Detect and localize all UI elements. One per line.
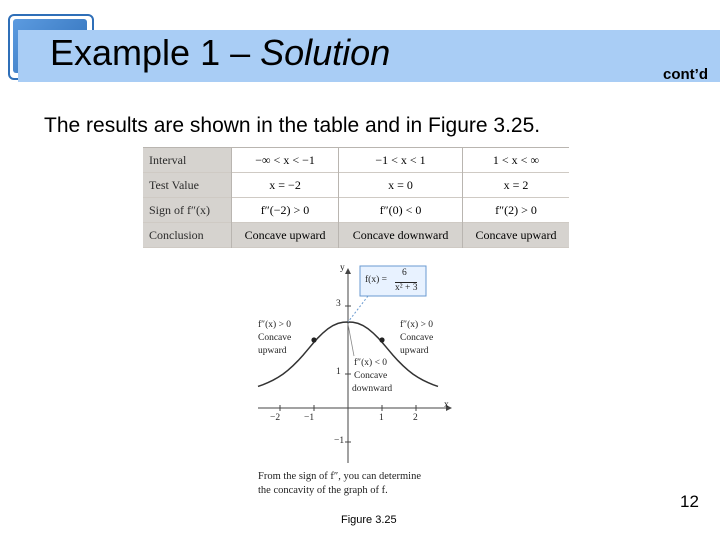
figure-label: Figure 3.25 [341,514,397,526]
left-upward: upward [258,346,287,356]
y-axis-arrow [345,268,351,274]
table-cell: Concave upward [232,223,339,248]
title-italic: Solution [260,32,391,73]
x-label-neg1: −1 [304,413,315,423]
mid-downward: downward [352,384,393,394]
caption-line: From the sign of f″, you can determine [258,471,422,482]
function-denominator: x² + 3 [395,283,418,293]
table-cell: 1 < x < ∞ [462,148,569,173]
x-label-2: 2 [413,413,418,423]
axis-label-x: x [444,400,449,410]
function-numerator: 6 [402,268,407,278]
y-label-3: 3 [336,299,341,309]
table-cell: x = −2 [232,173,339,198]
left-concave: Concave [258,333,292,343]
concavity-table [143,147,569,248]
inflection-point-left [311,337,316,342]
figure-caption [258,470,478,498]
row-label: Test Value [143,173,232,198]
right-upward: upward [400,346,429,356]
page-number: 12 [680,492,699,511]
axis-label-y: y [340,263,345,273]
table-row [143,173,569,198]
table-row [143,198,569,223]
row-label: Interval [143,148,232,173]
table-cell: f″(2) > 0 [462,198,569,223]
y-label-1: 1 [336,367,341,377]
table-row [143,148,569,173]
table-cell: f″(−2) > 0 [232,198,339,223]
function-label: f(x) = [365,275,387,285]
inflection-point-right [379,337,384,342]
caption-line: the concavity of the graph of f. [258,485,388,496]
table-cell: −∞ < x < −1 [232,148,339,173]
title-main: Example 1 – [50,32,261,73]
function-pointer [348,296,368,322]
left-sign: f″(x) > 0 [258,320,292,330]
mid-concave: Concave [354,371,388,381]
intro-text: The results are shown in the table and in Figure 3.25. [44,114,541,137]
table-cell: x = 2 [462,173,569,198]
right-sign: f″(x) > 0 [400,320,434,330]
row-label: Conclusion [143,223,232,248]
x-label-neg2: −2 [270,413,281,423]
table-cell: −1 < x < 1 [339,148,463,173]
slide-title [50,30,390,76]
mid-sign: f″(x) < 0 [354,358,388,368]
table-cell: Concave downward [339,223,463,248]
table-row [143,223,569,248]
table-cell: Concave upward [462,223,569,248]
mid-pointer [348,324,354,356]
table-cell: f″(0) < 0 [339,198,463,223]
right-concave: Concave [400,333,434,343]
row-label: Sign of f″(x) [143,198,232,223]
x-label-1: 1 [379,413,384,423]
y-label-neg1: −1 [334,436,345,446]
table-cell: x = 0 [339,173,463,198]
contd-label: cont’d [663,66,708,83]
